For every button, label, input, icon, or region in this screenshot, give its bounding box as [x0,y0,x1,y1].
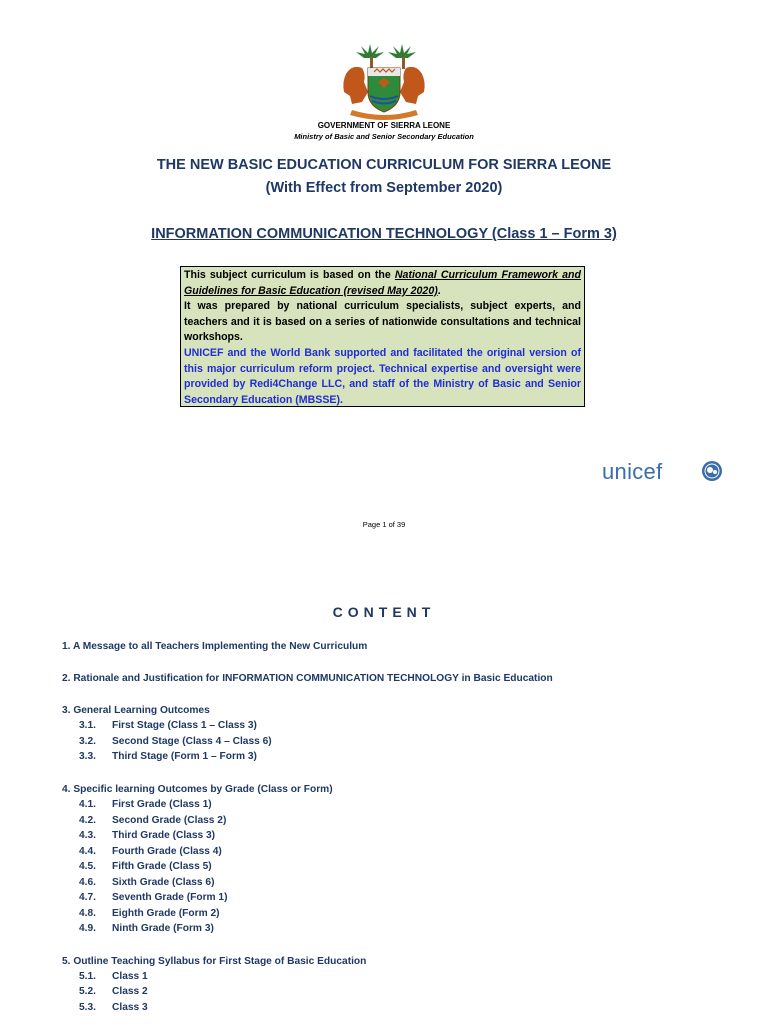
toc-subitem[interactable] [79,720,257,731]
content-heading: CONTENT [332,604,436,620]
toc-subitem-number: 4.8. [79,908,96,919]
info-text: . [437,284,441,297]
toc-subitem-number: 3.3. [79,751,96,762]
toc-subitem-label: Eighth Grade (Form 2) [112,908,220,919]
effective-date-subtitle: (With Effect from September 2020) [265,180,503,196]
toc-subitem[interactable] [79,846,222,857]
info-text: This subject curriculum is based on the [184,269,395,281]
toc-subitem[interactable] [79,799,212,810]
toc-subitem-number: 4.4. [79,846,96,857]
toc-subitem[interactable] [79,1002,148,1013]
toc-subitem-number: 4.7. [79,892,96,903]
toc-subitem[interactable] [79,908,220,919]
toc-subitem-number: 5.2. [79,986,96,997]
framework-reference: National Curriculum Framework and Guidelines for Basic Education (revised May 2020) [184,269,581,297]
subject-title: INFORMATION COMMUNICATION TECHNOLOGY (Class 1 – Form 3) [151,226,617,242]
toc-subitem-number: 5.3. [79,1002,96,1013]
toc-subitem-label: Fifth Grade (Class 5) [112,861,212,872]
toc-subitem-number: 4.3. [79,830,96,841]
toc-subitem-label: Fourth Grade (Class 4) [112,846,222,857]
government-label: GOVERNMENT OF SIERRA LEONE [317,121,451,130]
toc-subitem[interactable] [79,751,257,762]
toc-subitem-label: First Grade (Class 1) [112,799,212,810]
toc-subitem-number: 3.1. [79,720,96,731]
toc-subitem-label: Class 3 [112,1002,148,1013]
toc-item[interactable]: 1. A Message to all Teachers Implementing the New Curriculum [62,641,368,652]
info-paragraph-preparation: It was prepared by national curriculum specialists, subject experts, and teachers and it is based on a series of nationwide consultations and technical workshops. [184,300,581,344]
toc-subitem[interactable] [79,815,226,826]
toc-subitem-number: 3.2. [79,736,96,747]
toc-subitem-label: Seventh Grade (Form 1) [112,892,228,903]
toc-item[interactable]: 2. Rationale and Justification for INFORMATION COMMUNICATION TECHNOLOGY in Basic Education [62,673,553,684]
toc-subitem[interactable] [79,986,148,997]
toc-subitem[interactable] [79,892,228,903]
toc-subitem-number: 4.2. [79,815,96,826]
toc-subitem-number: 4.9. [79,923,96,934]
toc-subitem-number: 5.1. [79,971,96,982]
toc-subitem[interactable] [79,736,272,747]
toc-item[interactable]: 5. Outline Teaching Syllabus for First Stage of Basic Education [62,956,367,967]
toc-subitem-label: Second Grade (Class 2) [112,815,227,826]
toc-subitem[interactable] [79,830,215,841]
toc-subitem-label: Second Stage (Class 4 – Class 6) [112,736,272,747]
toc-subitem-label: Ninth Grade (Form 3) [112,923,214,934]
unicef-wordmark: unicef [602,459,663,484]
toc-subitem-label: Class 1 [112,971,148,982]
unicef-logo [602,458,724,484]
toc-item[interactable]: 3. General Learning Outcomes [62,705,210,716]
toc-subitem-number: 4.6. [79,877,96,888]
toc-subitem[interactable] [79,923,214,934]
unicef-emblem-icon [702,461,722,481]
toc-subitem-label: Class 2 [112,986,148,997]
page-number: Page 1 of 39 [362,520,406,529]
toc-item[interactable]: 4. Specific learning Outcomes by Grade (Class or Form) [62,784,333,795]
toc-subitem-label: Third Grade (Class 3) [112,830,216,841]
toc-subitem-label: First Stage (Class 1 – Class 3) [112,720,257,731]
info-text: . [340,393,343,406]
toc-subitem-number: 4.5. [79,861,96,872]
info-paragraph-support [184,346,581,408]
ministry-link[interactable]: Ministry of Basic and Senior Secondary Education (MBSSE) [184,378,581,406]
toc-subitem[interactable] [79,971,148,982]
coat-of-arms-logo [338,44,430,120]
info-text: UNICEF and the World Bank supported and facilitated the original version of this major curriculum reform project. Technical expertise and oversight were provided by Redi4Change LLC, and staff of the [184,346,581,391]
toc-subitem-label: Third Stage (Form 1 – Form 3) [112,751,257,762]
curriculum-info-box [180,266,585,407]
toc-subitem[interactable] [79,877,214,888]
info-paragraph-framework [184,268,581,299]
toc-subitem[interactable] [79,861,212,872]
curriculum-title: THE NEW BASIC EDUCATION CURRICULUM FOR SIERRA LEONE [156,157,612,173]
ministry-label: Ministry of Basic and Senior Secondary Education [294,132,474,141]
toc-subitem-label: Sixth Grade (Class 6) [112,877,215,888]
toc-subitem-number: 4.1. [79,799,96,810]
